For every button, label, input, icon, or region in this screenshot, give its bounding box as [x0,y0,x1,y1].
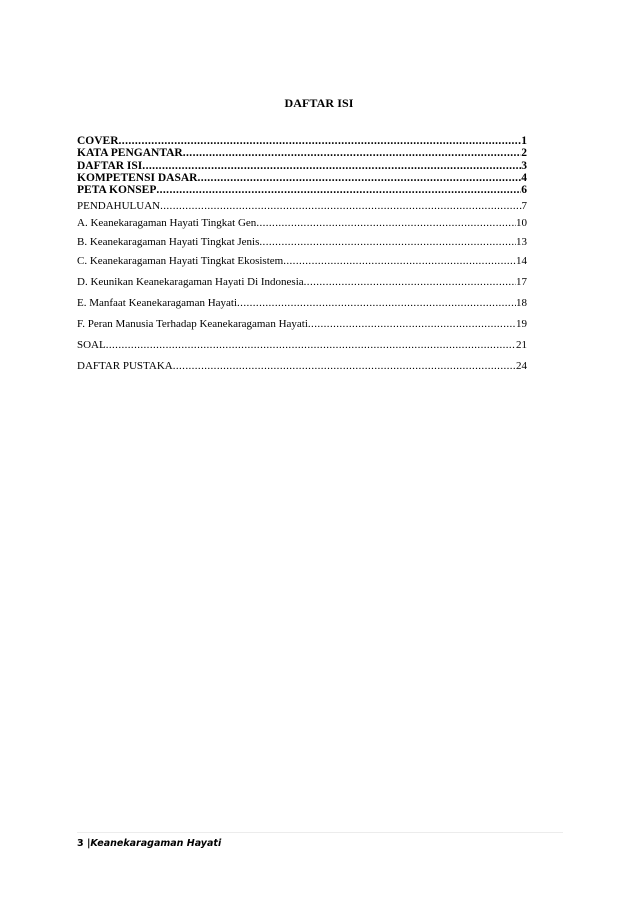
toc-entry[interactable] [77,359,527,373]
toc-entry-page: 21 [516,339,527,352]
footer-page-number: 3 [77,838,84,849]
toc-dot-leader [259,235,516,249]
toc-entry-page: 17 [516,276,527,289]
toc-entry-page: 10 [516,217,527,230]
toc-entry-page: 18 [516,297,527,310]
toc-dot-leader [283,254,516,268]
toc-entry-page: 1 [521,135,527,147]
toc-entry-page: 13 [516,236,527,249]
toc-entry-label: DAFTAR ISI [77,159,143,172]
toc-entry-page: 6 [521,184,527,197]
toc-dot-leader [256,216,516,230]
toc-entry-label: PENDAHULUAN [77,200,161,213]
toc-entry-label: KOMPETENSI DASAR [77,171,198,184]
toc-dot-leader [183,147,522,159]
toc-entry-page: 24 [516,360,527,373]
toc-entry[interactable] [77,296,527,310]
toc-dot-leader [197,172,521,184]
toc-dot-leader [106,338,516,352]
page-title: DAFTAR ISI [284,96,354,110]
toc-entry[interactable] [77,254,527,268]
toc-entry-label: B. Keanekaragaman Hayati Tingkat Jenis [77,236,260,249]
toc-entry[interactable] [77,216,527,230]
toc-entry[interactable] [77,317,527,331]
toc-dot-leader [119,135,522,147]
toc-entry[interactable] [77,338,527,352]
toc-dot-leader [237,296,516,310]
toc-entry-page: 14 [516,255,527,268]
toc-entry[interactable] [77,147,527,159]
toc-dot-leader [304,275,516,289]
toc-entry[interactable] [77,275,527,289]
toc-entry-page: 19 [516,318,527,331]
toc-dot-leader [308,317,516,331]
toc-entry[interactable] [77,184,527,196]
toc-bold-group [77,135,527,196]
toc-dot-leader [160,199,521,213]
toc-dot-leader [142,160,521,172]
table-of-contents [77,135,527,373]
toc-entry[interactable] [77,235,527,249]
toc-entry-label: KATA PENGANTAR [77,147,183,160]
footer-book-title: Keanekaragaman Hayati [90,838,222,849]
toc-entry[interactable] [77,135,527,147]
footer-divider [77,832,563,833]
toc-entry[interactable] [77,199,527,213]
toc-dot-leader [173,359,516,373]
toc-dot-leader [156,184,521,196]
toc-entry-label: E. Manfaat Keanekaragaman Hayati [77,297,238,310]
toc-entry-label: A. Keanekaragaman Hayati Tingkat Gen [77,217,257,230]
toc-entry-page: 4 [521,171,527,184]
toc-entry-label: DAFTAR PUSTAKA [77,360,173,373]
toc-entry-label: C. Keanekaragaman Hayati Tingkat Ekosistem [77,255,284,268]
toc-entry-label: D. Keunikan Keanekaragaman Hayati Di Indonesia [77,276,304,289]
toc-entry-page: 3 [521,159,527,172]
toc-entry-page: 7 [521,200,527,213]
toc-normal-group [77,199,527,373]
toc-entry-label: PETA KONSEP [77,184,157,197]
toc-entry-label: COVER [77,135,119,147]
toc-entry[interactable] [77,160,527,172]
toc-entry-label: F. Peran Manusia Terhadap Keanekaragaman Hayati [77,318,308,331]
toc-entry[interactable] [77,172,527,184]
page-footer [77,838,221,849]
footer-separator: | [86,838,91,849]
toc-entry-label: SOAL [77,339,106,352]
toc-entry-page: 2 [521,147,527,160]
